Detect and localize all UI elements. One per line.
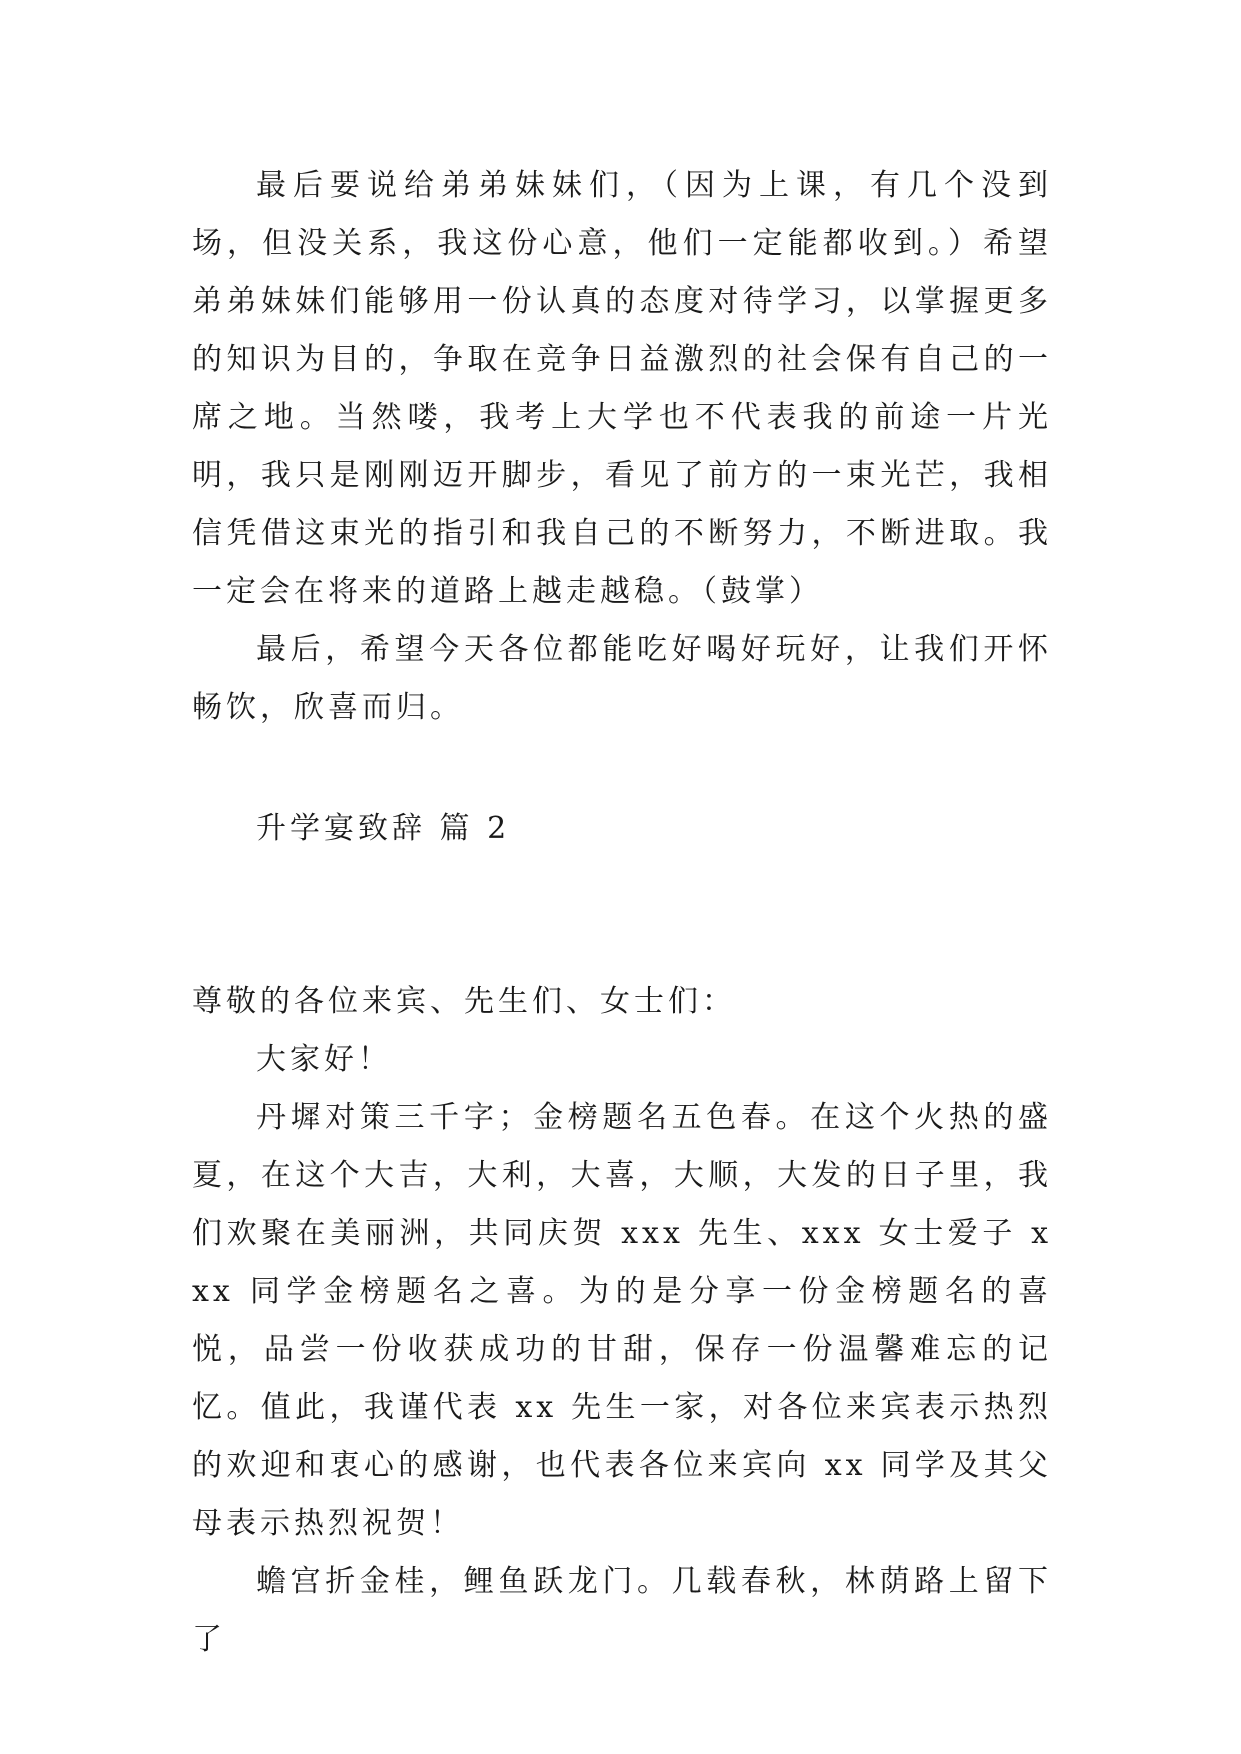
section-2-heading-block — [192, 800, 1052, 858]
section-1-body — [192, 157, 1052, 737]
paragraph-continued: 蟾宫折金桂，鲤鱼跃龙门。几载春秋，林荫路上留下了 — [192, 1564, 1052, 1657]
paragraph-siblings-message: 最后要说给弟弟妹妹们，（因为上课，有几个没到场，但没关系，我这份心意，他们一定能都收到。）希望弟弟妹妹们能够用一份认真的态度对待学习，以掌握更多的知识为目的，争取在竞争日益激烈的社会保有自己的一席之地。当然喽，我考上大学也不代表我的前途一片光明，我只是刚刚迈开脚步，看见了前方的一束光芒，我相信凭借这束光的指引和我自己的不断努力，不断进取。我一定会在将来的道路上越走越稳。（鼓掌） — [192, 168, 1052, 609]
paragraph-closing-wish: 最后，希望今天各位都能吃好喝好玩好，让我们开怀畅饮，欣喜而归。 — [192, 632, 1052, 725]
section-2-body — [192, 973, 1052, 1669]
paragraph-greeting: 大家好！ — [256, 1042, 392, 1077]
section-heading: 升学宴致辞 篇 2 — [256, 811, 511, 846]
salutation: 尊敬的各位来宾、先生们、女士们： — [192, 984, 736, 1019]
paragraph-congratulations: 丹墀对策三千字；金榜题名五色春。在这个火热的盛夏，在这个大吉，大利，大喜，大顺，大发的日子里，我们欢聚在美丽洲，共同庆贺 xxx 先生、xxx 女士爱子 xxx 同学金榜题名之喜。为的是分享一份金榜题名的喜悦，品尝一份收获成功的甘甜，保存一份温馨难忘的记忆。值此，我谨代表 xx 先生一家，对各位来宾表示热烈的欢迎和衷心的感谢，也代表各位来宾向 xx 同学及其父母表示热烈祝贺！ — [192, 1100, 1052, 1541]
